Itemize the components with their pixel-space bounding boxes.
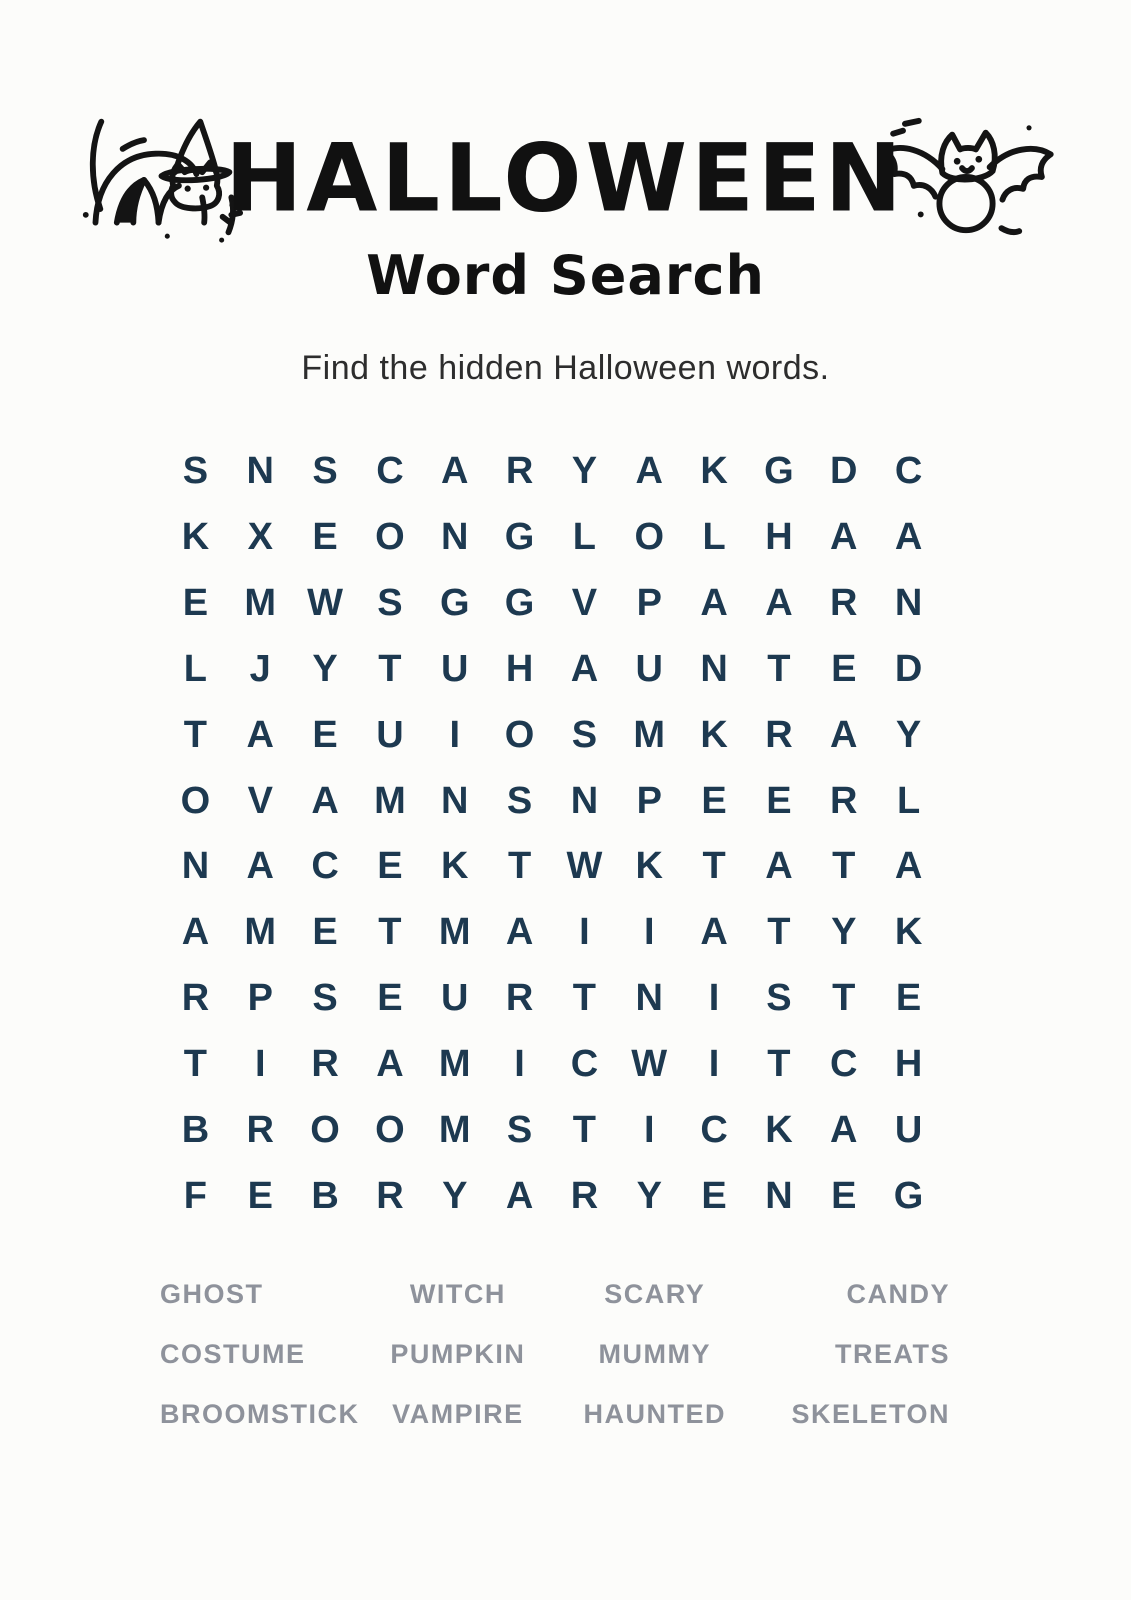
grid-cell-r10-c3: R (311, 1042, 339, 1085)
grid-cell-r12-c11: E (831, 1174, 857, 1217)
grid-cell-r9-c4: E (377, 977, 403, 1020)
grid-cell-r12-c1: F (183, 1174, 208, 1217)
grid-cell-r12-c12: G (893, 1174, 924, 1217)
grid-cell-r8-c4: T (378, 911, 402, 954)
grid-cell-r4-c3: Y (312, 647, 338, 690)
grid-cell-r9-c9: I (708, 977, 720, 1020)
grid-cell-r9-c2: P (247, 977, 273, 1020)
grid-cell-r10-c4: A (376, 1042, 404, 1085)
grid-cell-r8-c5: M (438, 911, 471, 954)
word-item: HAUNTED (583, 1399, 726, 1429)
word-item: WITCH (409, 1279, 506, 1309)
grid-cell-r11-c11: A (830, 1108, 858, 1151)
grid-cell-r9-c3: S (312, 977, 338, 1020)
grid-cell-r3-c9: A (700, 582, 728, 625)
grid-cell-r7-c11: T (832, 845, 856, 888)
grid-cell-r11-c2: R (246, 1108, 274, 1151)
word-item: CANDY (846, 1279, 950, 1309)
grid-cell-r2-c4: O (375, 516, 405, 559)
grid-cell-r4-c8: U (635, 647, 663, 690)
grid-cell-r6-c3: A (311, 779, 339, 822)
grid-cell-r2-c1: K (181, 516, 210, 559)
grid-cell-r1-c1: S (182, 450, 209, 493)
grid-cell-r7-c4: E (377, 845, 403, 888)
grid-cell-r12-c6: A (505, 1174, 534, 1217)
grid-cell-r1-c6: R (505, 450, 534, 493)
grid-cell-r9-c7: T (572, 977, 597, 1020)
grid-cell-r6-c4: M (374, 779, 406, 822)
grid-cell-r1-c3: S (312, 450, 338, 493)
grid-cell-r9-c11: T (832, 977, 856, 1020)
grid-cell-r5-c11: A (830, 713, 858, 756)
grid-cell-r10-c5: M (438, 1042, 471, 1085)
grid-cell-r6-c8: P (636, 779, 662, 822)
word-item: COSTUME (160, 1339, 306, 1369)
grid-cell-r11-c10: K (765, 1108, 793, 1151)
grid-cell-r12-c8: Y (636, 1174, 662, 1217)
grid-cell-r9-c8: N (635, 977, 663, 1020)
grid-cell-r7-c7: W (566, 845, 603, 888)
grid-cell-r6-c11: R (830, 779, 858, 822)
page-title: HALLOWEEN (225, 123, 906, 234)
grid-cell-r3-c4: S (377, 582, 403, 625)
grid-cell-r2-c3: E (312, 516, 338, 559)
grid-cell-r12-c10: N (765, 1174, 793, 1217)
grid-cell-r3-c7: V (571, 582, 598, 625)
word-item: PUMPKIN (390, 1339, 526, 1369)
grid-cell-r7-c2: A (246, 845, 274, 888)
grid-cell-r4-c12: D (894, 647, 923, 690)
grid-cell-r2-c5: N (441, 516, 469, 559)
grid-cell-r5-c8: M (633, 713, 666, 756)
grid-cell-r9-c12: E (895, 977, 922, 1020)
grid-cell-r12-c3: B (311, 1174, 339, 1217)
grid-cell-r10-c2: I (254, 1042, 266, 1085)
grid-cell-r7-c1: N (181, 845, 210, 888)
grid-cell-r2-c6: G (504, 516, 535, 559)
grid-cell-r1-c7: Y (571, 450, 598, 493)
word-item: GHOST (160, 1279, 264, 1309)
grid-cell-r5-c7: S (571, 713, 598, 756)
grid-cell-r8-c3: E (312, 911, 338, 954)
grid-cell-r5-c4: U (376, 713, 404, 756)
grid-cell-r10-c10: T (767, 1042, 791, 1085)
grid-cell-r12-c5: Y (442, 1174, 468, 1217)
grid-cell-r6-c1: O (180, 779, 211, 822)
grid-cell-r2-c8: O (634, 516, 665, 559)
grid-cell-r11-c8: I (643, 1108, 655, 1151)
grid-cell-r4-c9: N (700, 647, 728, 690)
grid-cell-r11-c12: U (894, 1108, 923, 1151)
grid-cell-r1-c9: K (700, 450, 728, 493)
grid-cell-r10-c6: I (514, 1042, 525, 1085)
word-item: VAMPIRE (392, 1399, 524, 1429)
grid-cell-r2-c10: H (765, 516, 793, 559)
grid-cell-r11-c3: O (310, 1108, 340, 1151)
grid-cell-r4-c5: U (441, 647, 469, 690)
grid-cell-r2-c12: A (894, 516, 923, 559)
grid-cell-r6-c7: N (570, 779, 599, 822)
grid-cell-r12-c4: R (376, 1174, 404, 1217)
grid-cell-r10-c12: H (894, 1042, 923, 1085)
grid-cell-r4-c7: A (570, 647, 599, 690)
instruction-text: Find the hidden Halloween words. (301, 349, 830, 387)
grid-cell-r9-c5: U (441, 977, 469, 1020)
grid-cell-r8-c7: I (579, 911, 590, 954)
grid-cell-r5-c10: R (765, 713, 793, 756)
grid-cell-r5-c5: I (449, 713, 461, 756)
grid-cell-r4-c4: T (378, 647, 402, 690)
grid-cell-r8-c10: T (767, 911, 791, 954)
grid-cell-r7-c9: T (702, 845, 726, 888)
grid-cell-r9-c10: S (766, 977, 792, 1020)
word-item: SKELETON (791, 1399, 950, 1429)
grid-cell-r9-c6: R (505, 977, 534, 1020)
word-list (160, 1278, 950, 1430)
grid-cell-r5-c3: E (312, 713, 338, 756)
grid-cell-r8-c1: A (181, 911, 210, 954)
grid-cell-r8-c12: K (894, 911, 923, 954)
grid-cell-r8-c11: Y (831, 911, 857, 954)
grid-cell-r6-c2: V (247, 779, 273, 822)
grid-cell-r10-c8: W (631, 1042, 668, 1085)
grid-cell-r1-c10: G (764, 450, 794, 493)
grid-cell-r1-c8: A (635, 450, 663, 493)
grid-cell-r2-c7: L (572, 516, 597, 559)
grid-cell-r11-c4: O (375, 1108, 405, 1151)
word-item: TREATS (834, 1339, 950, 1369)
grid-cell-r1-c4: C (376, 450, 404, 493)
grid-cell-r5-c1: T (183, 713, 208, 756)
grid-cell-r3-c12: N (894, 582, 923, 625)
letter-grid (163, 439, 941, 1229)
grid-cell-r3-c10: A (765, 582, 793, 625)
grid-cell-r11-c5: M (438, 1108, 471, 1151)
grid-cell-r1-c2: N (246, 450, 274, 493)
grid-cell-r3-c5: G (439, 582, 470, 625)
grid-cell-r2-c9: L (702, 516, 726, 559)
grid-cell-r5-c2: A (246, 713, 274, 756)
grid-cell-r7-c3: C (311, 845, 339, 888)
grid-cell-r11-c7: T (572, 1108, 597, 1151)
grid-cell-r6-c12: L (896, 779, 921, 822)
grid-cell-r6-c9: E (701, 779, 727, 822)
grid-cell-r3-c3: W (307, 582, 344, 625)
grid-cell-r7-c8: K (635, 845, 663, 888)
grid-cell-r6-c6: S (506, 779, 533, 822)
grid-cell-r4-c6: H (505, 647, 534, 690)
grid-cell-r4-c11: E (831, 647, 857, 690)
grid-cell-r3-c6: G (504, 582, 535, 625)
grid-cell-r1-c5: A (441, 450, 469, 493)
grid-cell-r7-c6: T (507, 845, 532, 888)
grid-cell-r3-c2: M (244, 582, 277, 625)
grid-cell-r11-c1: B (181, 1108, 210, 1151)
page-subtitle: Word Search (366, 244, 765, 307)
grid-cell-r3-c11: R (830, 582, 858, 625)
grid-cell-r4-c10: T (767, 647, 791, 690)
grid-cell-r7-c10: A (765, 845, 793, 888)
grid-cell-r8-c8: I (643, 911, 655, 954)
word-item: BROOMSTICK (160, 1399, 360, 1429)
grid-cell-r11-c6: S (506, 1108, 533, 1151)
grid-cell-r12-c7: R (570, 1174, 599, 1217)
grid-cell-r11-c9: C (700, 1108, 728, 1151)
grid-cell-r8-c2: M (244, 911, 277, 954)
grid-cell-r7-c5: K (441, 845, 469, 888)
grid-cell-r8-c9: A (700, 911, 728, 954)
grid-cell-r1-c11: D (830, 450, 858, 493)
grid-cell-r6-c10: E (766, 779, 792, 822)
word-item: SCARY (604, 1279, 706, 1309)
grid-cell-r5-c9: K (700, 713, 728, 756)
grid-cell-r2-c11: A (830, 516, 858, 559)
grid-cell-r10-c7: C (570, 1042, 599, 1085)
grid-cell-r8-c6: A (505, 911, 534, 954)
grid-cell-r12-c9: E (701, 1174, 727, 1217)
grid-cell-r2-c2: X (247, 516, 273, 559)
grid-cell-r9-c1: R (181, 977, 210, 1020)
grid-cell-r12-c2: E (247, 1174, 273, 1217)
grid-cell-r4-c2: J (249, 647, 271, 690)
grid-cell-r3-c8: P (636, 582, 662, 625)
grid-cell-r5-c12: Y (895, 713, 922, 756)
grid-cell-r3-c1: E (182, 582, 209, 625)
grid-cell-r10-c1: T (183, 1042, 208, 1085)
grid-cell-r10-c9: I (708, 1042, 720, 1085)
grid-cell-r1-c12: C (894, 450, 923, 493)
grid-cell-r6-c5: N (441, 779, 469, 822)
grid-cell-r10-c11: C (830, 1042, 858, 1085)
word-item: MUMMY (598, 1339, 711, 1369)
grid-cell-r4-c1: L (183, 647, 208, 690)
grid-cell-r5-c6: O (504, 713, 535, 756)
grid-cell-r7-c12: A (894, 845, 923, 888)
